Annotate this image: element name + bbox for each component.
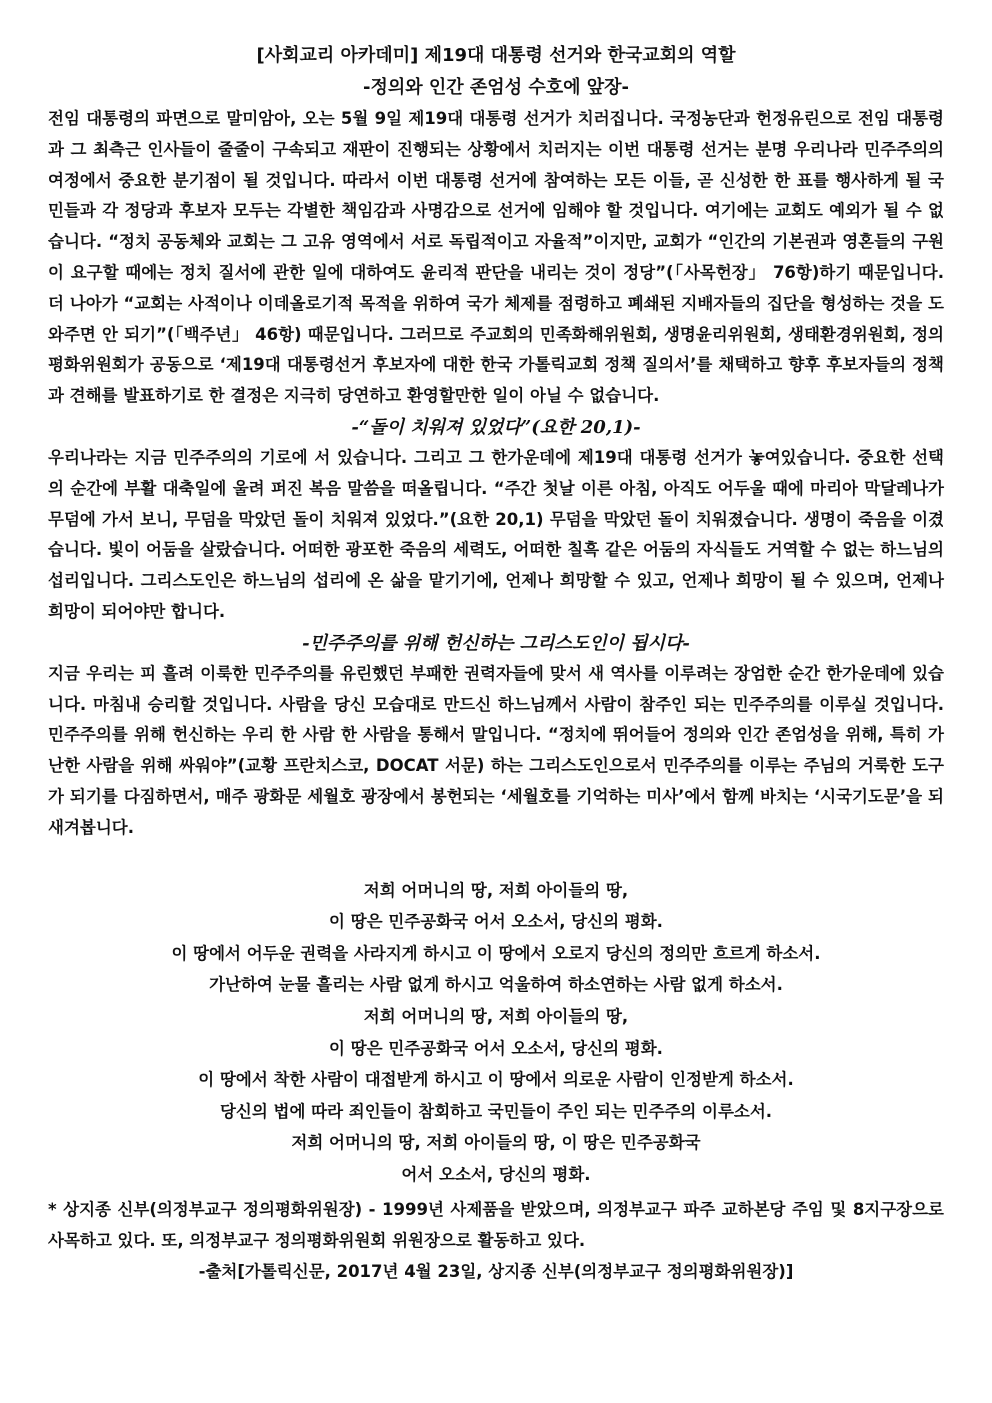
- prayer-line: 이 땅은 민주공화국 어서 오소서, 당신의 평화.: [329, 912, 663, 932]
- prayer-line: 저희 어머니의 땅, 저희 아이들의 땅,: [363, 880, 629, 900]
- democracy-paragraph: 지금 우리는 피 흘려 이룩한 민주주의를 유린했던 부패한 권력자들에 맞서 새 역사를 이루려는 장엄한 순간 한가운데에 있습니다. 마침내 승리할 것입니다. 사람을 당신 모습대로 만드신 하느님께서 사람이 참주인 되는 민주주의를 이루실 것입니다. 민주주의를 위해 헌신하는 우리 한 사람 한 사람을 통해서 말입니다. “정치에 뛰어들어 정의와 인간 존엄성을 위해, 특히 가난한 사람을 위해 싸워야”(교황 프란치스코, DOCAT 서문) 하는 그리스도인으로서 민주주의를 이루는 주님의 거룩한 도구가 되기를 다짐하면서, 매주 광화문 세월호 광장에서 봉헌되는 ‘세월호를 기억하는 미사’에서 함께 바치는 ‘시국기도문’을 되새겨봅니다.: [48, 663, 944, 837]
- prayer-line: 이 땅은 민주공화국 어서 오소서, 당신의 평화.: [329, 1038, 663, 1058]
- prayer-line: 이 땅에서 착한 사람이 대접받게 하시고 이 땅에서 의로운 사람이 인정받게 하소서.: [198, 1070, 794, 1090]
- author-footnote: * 상지종 신부(의정부교구 정의평화위원장) - 1999년 사제품을 받았으며, 의정부교구 파주 교하본당 주임 및 8지구장으로 사목하고 있다. 또, 의정부교구 정의평화위원회 위원장으로 활동하고 있다.: [48, 1200, 944, 1251]
- intro-paragraph: 전임 대통령의 파면으로 말미암아, 오는 5월 9일 제19대 대통령 선거가 치러집니다. 국정농단과 헌정유린으로 전임 대통령과 그 최측근 인사들이 줄줄이 구속되고 재판이 진행되는 상황에서 치러지는 이번 대통령 선거는 분명 우리나라 민주주의의 여정에서 중요한 분기점이 될 것입니다. 따라서 이번 대통령 선거에 참여하는 모든 이들, 곧 신성한 한 표를 행사하게 될 국민들과 각 정당과 후보자 모두는 각별한 책임감과 사명감으로 선거에 임해야 할 것입니다. 여기에는 교회도 예외가 될 수 없습니다. “정치 공동체와 교회는 그 고유 영역에서 서로 독립적이고 자율적”이지만, 교회가 “인간의 기본권과 영혼들의 구원이 요구할 때에는 정치 질서에 관한 일에 대하여도 윤리적 판단을 내리는 것이 정당”(「사목헌장」 76항)하기 때문입니다. 더 나아가 “교회는 사적이나 이데올로기적 목적을 위하여 국가 체제를 점령하고 폐쇄된 지배자들의 집단을 형성하는 것을 도와주면 안 되기”(「백주년」 46항) 때문입니다. 그러므로 주교회의 민족화해위원회, 생명윤리위원회, 생태환경위원회, 정의평화위원회가 공동으로 ‘제19대 대통령선거 후보자에 대한 한국 가톨릭교회 정책 질의서’를 채택하고 향후 후보자들의 정책과 견해를 발표하기로 한 결정은 지극히 당연하고 환영할만한 일이 아닐 수 없습니다.: [48, 109, 944, 406]
- section-heading-stone: -“돌이 치워져 있었다”(요한 20,1)-: [351, 416, 641, 438]
- article-title: [사회교리 아카데미] 제19대 대통령 선거와 한국교회의 역할: [256, 45, 736, 66]
- spacer: [48, 844, 944, 875]
- prayer-line: 당신의 법에 따라 죄인들이 참회하고 국민들이 주인 되는 민주주의 이루소서.: [219, 1101, 773, 1121]
- article-subtitle: -정의와 인간 존엄성 수호에 앞장-: [362, 77, 630, 98]
- stone-paragraph: 우리나라는 지금 민주주의의 기로에 서 있습니다. 그리고 그 한가운데에 제19대 대통령 선거가 놓여있습니다. 중요한 선택의 순간에 부활 대축일에 울려 퍼진 복음 말씀을 떠올립니다. “주간 첫날 이른 아침, 아직도 어두울 때에 마리아 막달레나가 무덤에 가서 보니, 무덤을 막았던 돌이 치워져 있었다.”(요한 20,1) 무덤을 막았던 돌이 치워졌습니다. 생명이 죽음을 이겼습니다. 빛이 어둠을 살랐습니다. 어떠한 광포한 죽음의 세력도, 어떠한 칠흑 같은 어둠의 자식들도 거역할 수 없는 하느님의 섭리입니다. 그리스도인은 하느님의 섭리에 온 삶을 맡기기에, 언제나 희망할 수 있고, 언제나 희망이 될 수 있으며, 언제나 희망이 되어야만 합니다.: [48, 447, 944, 621]
- prayer-line: 어서 오소서, 당신의 평화.: [401, 1164, 591, 1184]
- prayer-line: 저희 어머니의 땅, 저희 아이들의 땅, 이 땅은 민주공화국: [291, 1133, 701, 1153]
- prayer-block: [48, 875, 944, 1191]
- section-heading-democracy: -민주주의를 위해 헌신하는 그리스도인이 됩시다-: [302, 632, 690, 654]
- article: [48, 40, 944, 1287]
- prayer-line: 저희 어머니의 땅, 저희 아이들의 땅,: [363, 1006, 629, 1026]
- prayer-line: 이 땅에서 어두운 권력을 사라지게 하시고 이 땅에서 오로지 당신의 정의만 흐르게 하소서.: [171, 943, 821, 963]
- prayer-line: 가난하여 눈물 흘리는 사람 없게 하시고 억울하여 하소연하는 사람 없게 하소서.: [209, 975, 783, 995]
- source-citation: -출처[가톨릭신문, 2017년 4월 23일, 상지종 신부(의정부교구 정의평화위원장)]: [198, 1262, 794, 1282]
